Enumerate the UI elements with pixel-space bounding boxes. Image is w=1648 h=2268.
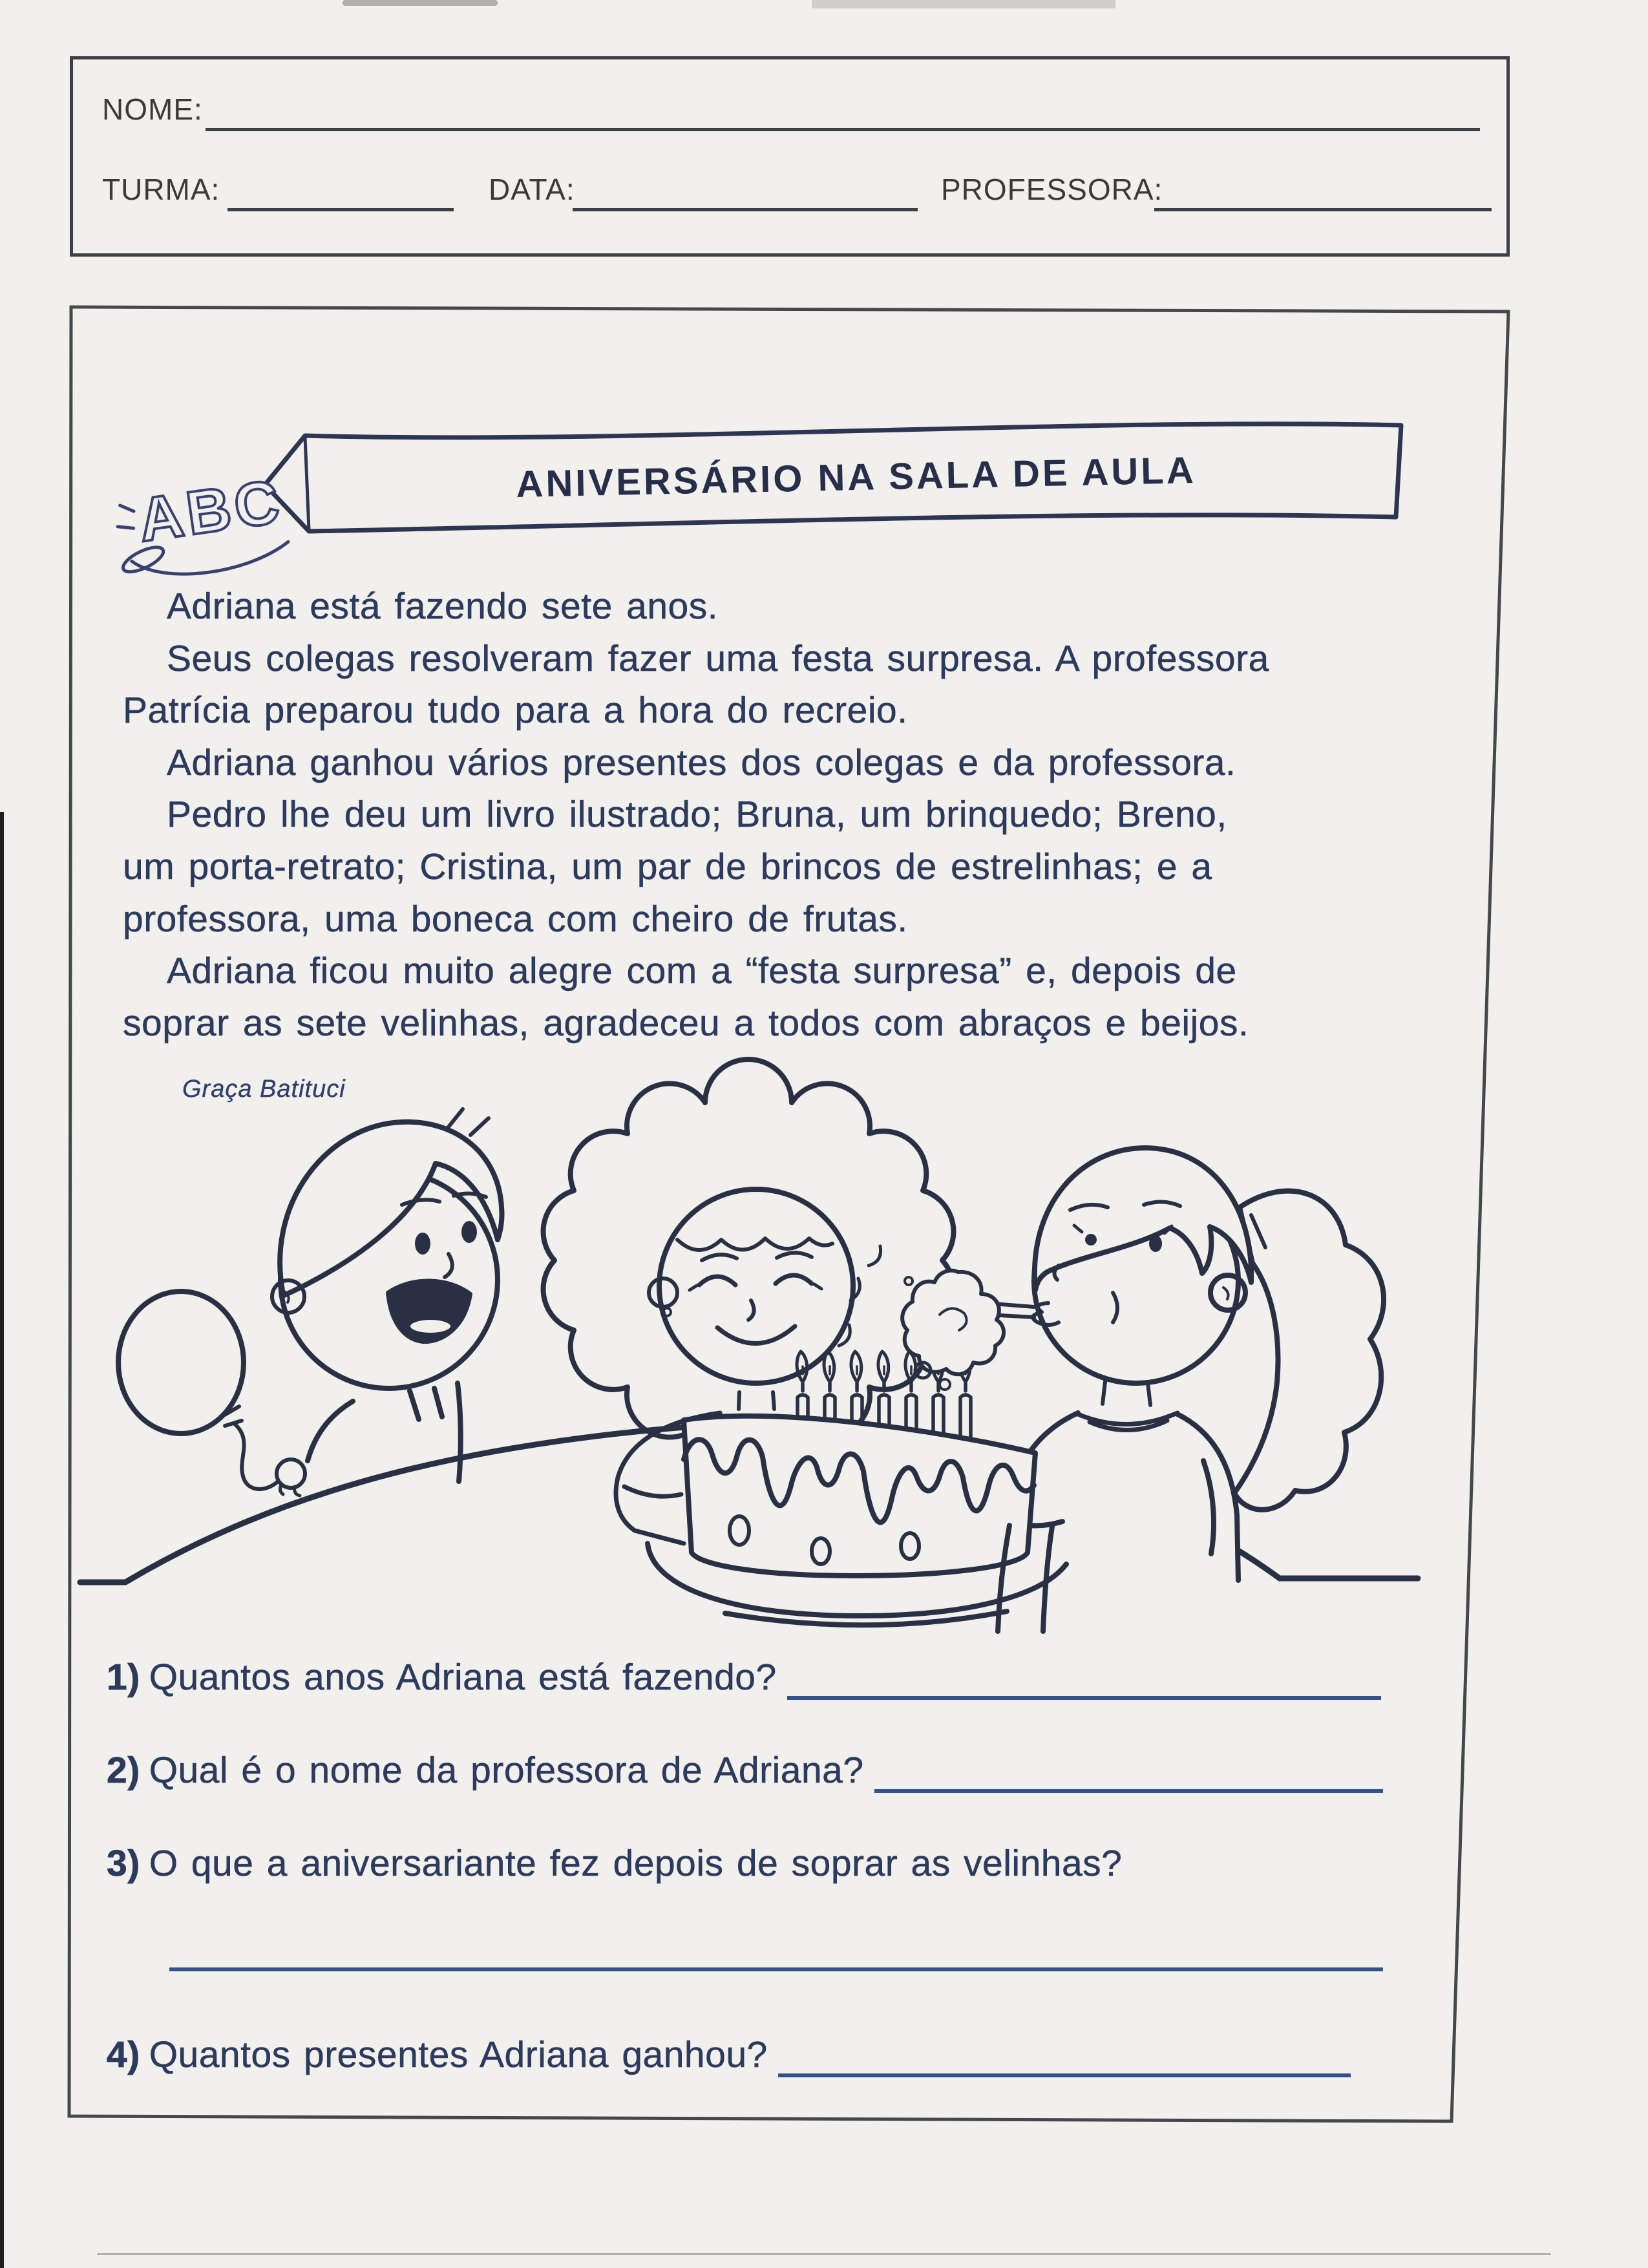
birthday-cake [684,1416,1035,1576]
boy-with-balloon [118,1109,502,1496]
question-number: 2) [107,1750,140,1791]
story-line: Pedro lhe deu um livro ilustrado; Bruna, um brinquedo; Breno, [167,794,1227,836]
teacher-field-label: PROFESSORA: [941,173,1163,206]
story-line: Seus colegas resolveram fazer uma festa surpresa. A professora [167,637,1269,679]
scan-artifact-left-edge [0,812,4,2268]
scan-artifact-top [343,0,498,6]
name-field-line [206,92,1480,131]
banner-title: ANIVERSÁRIO NA SALA DE AULA [515,449,1197,506]
title-banner [103,407,1435,588]
story-line: Patrícia preparou tudo para a hora do recreio. [123,690,908,732]
answer-line [778,2073,1351,2077]
abc-doodle-letters: ABC [134,467,288,555]
abc-doodle-icon [110,467,291,584]
birthday-illustration [71,1099,1454,1635]
story-line: Adriana ficou muito alegre com a “festa surpresa” e, depois de [167,950,1237,992]
scan-artifact-top-2 [812,0,1115,8]
ponytail [1234,1191,1384,1510]
question-number: 4) [107,2034,140,2075]
blow-puff-icon [902,1271,1034,1390]
name-field-label: NOME: [102,92,203,126]
student-info-box [70,56,1510,257]
story-line: professora, uma boneca com cheiro de frutas. [123,898,908,940]
question-text: Quantos presentes Adriana ganhou? [149,2034,768,2075]
class-field-label: TURMA: [102,173,220,206]
story-line: soprar as sete velinhas, agradeceu a todos com abraços e beijos. [123,1002,1249,1044]
question-text: Quantos anos Adriana está fazendo? [149,1657,777,1698]
girl-ponytail-blowing [999,1148,1384,1632]
question-4 [107,2033,1351,2083]
balloon-icon [118,1291,244,1434]
story-line: Adriana está fazendo sete anos. [167,586,719,627]
answer-line-full-width [169,1936,1383,1971]
question-2 [107,1749,1383,1798]
question-3 [107,1842,1383,1891]
date-field-label: DATA: [489,173,575,206]
teacher-field-line [1154,172,1492,211]
question-text: Qual é o nome da professora de Adriana? [149,1750,864,1791]
story-line: Adriana ganhou vários presentes dos colegas e da professora. [167,741,1236,783]
question-1 [107,1656,1381,1705]
scan-artifact-bottom-edge [97,2253,1551,2255]
answer-line [787,1696,1381,1700]
author-credit: Graça Batituci [182,1076,346,1103]
date-field-line [573,172,918,211]
question-number: 1) [107,1657,140,1698]
question-number: 3) [107,1843,140,1884]
question-text: O que a aniversariante fez depois de soprar as velinhas? [149,1843,1123,1884]
answer-line [874,1789,1383,1793]
class-field-line [227,172,454,211]
story-text [123,580,1444,1049]
story-line: um porta-retrato; Cristina, um par de brincos de estrelinhas; e a [123,845,1212,887]
